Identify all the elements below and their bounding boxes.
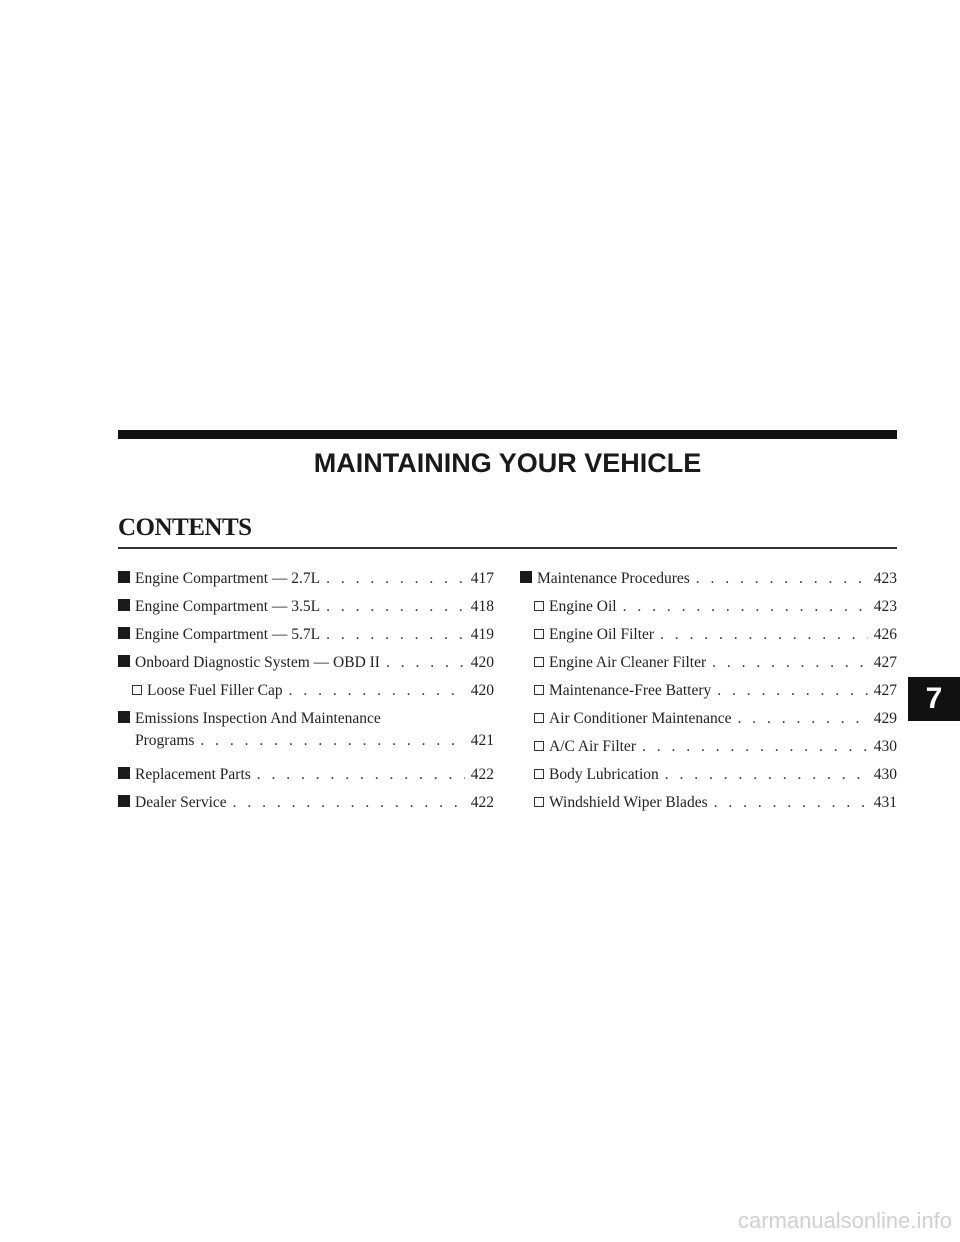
leader-dots (326, 624, 465, 646)
toc-label: Engine Air Cleaner Filter (549, 654, 707, 671)
toc-label: Engine Compartment — 5.7L (135, 626, 321, 643)
toc-item[interactable] (520, 624, 897, 652)
toc-label: Engine Compartment — 2.7L (135, 570, 321, 587)
leader-dots (233, 792, 465, 814)
square-bullet-icon (118, 571, 130, 583)
leader-dots (642, 736, 868, 758)
toc-page: 417 (470, 570, 494, 587)
toc-label: Engine Oil Filter (549, 626, 655, 643)
chapter-tab: 7 (908, 677, 960, 721)
toc-item[interactable] (520, 596, 897, 624)
toc-label: Engine Oil (549, 598, 617, 615)
toc-page: 421 (470, 732, 494, 749)
toc-page: 419 (470, 626, 494, 643)
toc-label: Dealer Service (135, 794, 227, 811)
leader-dots (717, 680, 868, 702)
leader-dots (714, 792, 868, 814)
toc-page: 422 (470, 766, 494, 783)
square-bullet-icon (520, 571, 532, 583)
toc-label: A/C Air Filter (549, 738, 636, 755)
toc-label: Maintenance-Free Battery (549, 682, 712, 699)
leader-dots (665, 764, 868, 786)
toc-item[interactable] (520, 708, 897, 736)
toc-page: 430 (873, 738, 897, 755)
hollow-square-bullet-icon (534, 657, 544, 667)
toc-label: Onboard Diagnostic System — OBD II (135, 654, 380, 671)
toc-page: 420 (470, 654, 494, 671)
hollow-square-bullet-icon (534, 741, 544, 751)
toc-item[interactable] (118, 680, 494, 708)
hollow-square-bullet-icon (534, 685, 544, 695)
toc-label: Loose Fuel Filler Cap (147, 682, 283, 699)
toc-page: 420 (470, 682, 494, 699)
leader-dots (326, 596, 465, 618)
square-bullet-icon (118, 599, 130, 611)
toc-page: 423 (873, 598, 897, 615)
toc-page: 427 (873, 654, 897, 671)
toc-label: Engine Compartment — 3.5L (135, 598, 321, 615)
leader-dots (712, 652, 868, 674)
leader-dots (660, 624, 868, 646)
toc-page: 430 (873, 766, 897, 783)
toc-label: Air Conditioner Maintenance (549, 710, 732, 727)
toc-item[interactable] (118, 624, 494, 652)
toc-item[interactable] (520, 792, 897, 820)
toc-page: 422 (470, 794, 494, 811)
toc-item[interactable] (520, 680, 897, 708)
leader-dots (738, 708, 868, 730)
hollow-square-bullet-icon (534, 629, 544, 639)
toc-page: 431 (873, 794, 897, 811)
toc-page: 427 (873, 682, 897, 699)
hollow-square-bullet-icon (534, 797, 544, 807)
toc-item[interactable] (118, 792, 494, 820)
header-bar (118, 430, 897, 439)
toc-label-cont: Programs (135, 732, 195, 749)
toc-page: 426 (873, 626, 897, 643)
contents-heading: CONTENTS (118, 514, 252, 541)
toc-label: Maintenance Procedures (537, 570, 690, 587)
leader-dots (696, 568, 868, 590)
toc-label: Body Lubrication (549, 766, 659, 783)
toc-item[interactable] (118, 764, 494, 792)
toc-page: 418 (470, 598, 494, 615)
hollow-square-bullet-icon (534, 769, 544, 779)
toc-label: Windshield Wiper Blades (549, 794, 708, 811)
toc-item[interactable] (118, 652, 494, 680)
hollow-square-bullet-icon (534, 601, 544, 611)
toc-left-column (118, 568, 494, 820)
leader-dots (200, 730, 464, 752)
toc-item[interactable] (118, 708, 494, 764)
leader-dots (289, 680, 465, 702)
toc-item[interactable] (520, 568, 897, 596)
chapter-title: MAINTAINING YOUR VEHICLE (313, 448, 702, 478)
toc-item[interactable] (520, 736, 897, 764)
leader-dots (386, 652, 465, 674)
toc-item[interactable] (118, 596, 494, 624)
hollow-square-bullet-icon (132, 685, 142, 695)
square-bullet-icon (118, 795, 130, 807)
leader-dots (623, 596, 868, 618)
toc-page: 429 (873, 710, 897, 727)
leader-dots (326, 568, 465, 590)
square-bullet-icon (118, 627, 130, 639)
square-bullet-icon (118, 711, 130, 723)
toc-label: Emissions Inspection And Maintenance (135, 710, 381, 727)
toc-item[interactable] (520, 764, 897, 792)
watermark: carmanualsonline.info (737, 1208, 952, 1233)
square-bullet-icon (118, 655, 130, 667)
toc-item[interactable] (118, 568, 494, 596)
square-bullet-icon (118, 767, 130, 779)
hollow-square-bullet-icon (534, 713, 544, 723)
toc-page: 423 (873, 570, 897, 587)
divider (118, 547, 897, 549)
toc-item[interactable] (520, 652, 897, 680)
leader-dots (257, 764, 465, 786)
toc-right-column (520, 568, 897, 820)
toc-label: Replacement Parts (135, 766, 251, 783)
